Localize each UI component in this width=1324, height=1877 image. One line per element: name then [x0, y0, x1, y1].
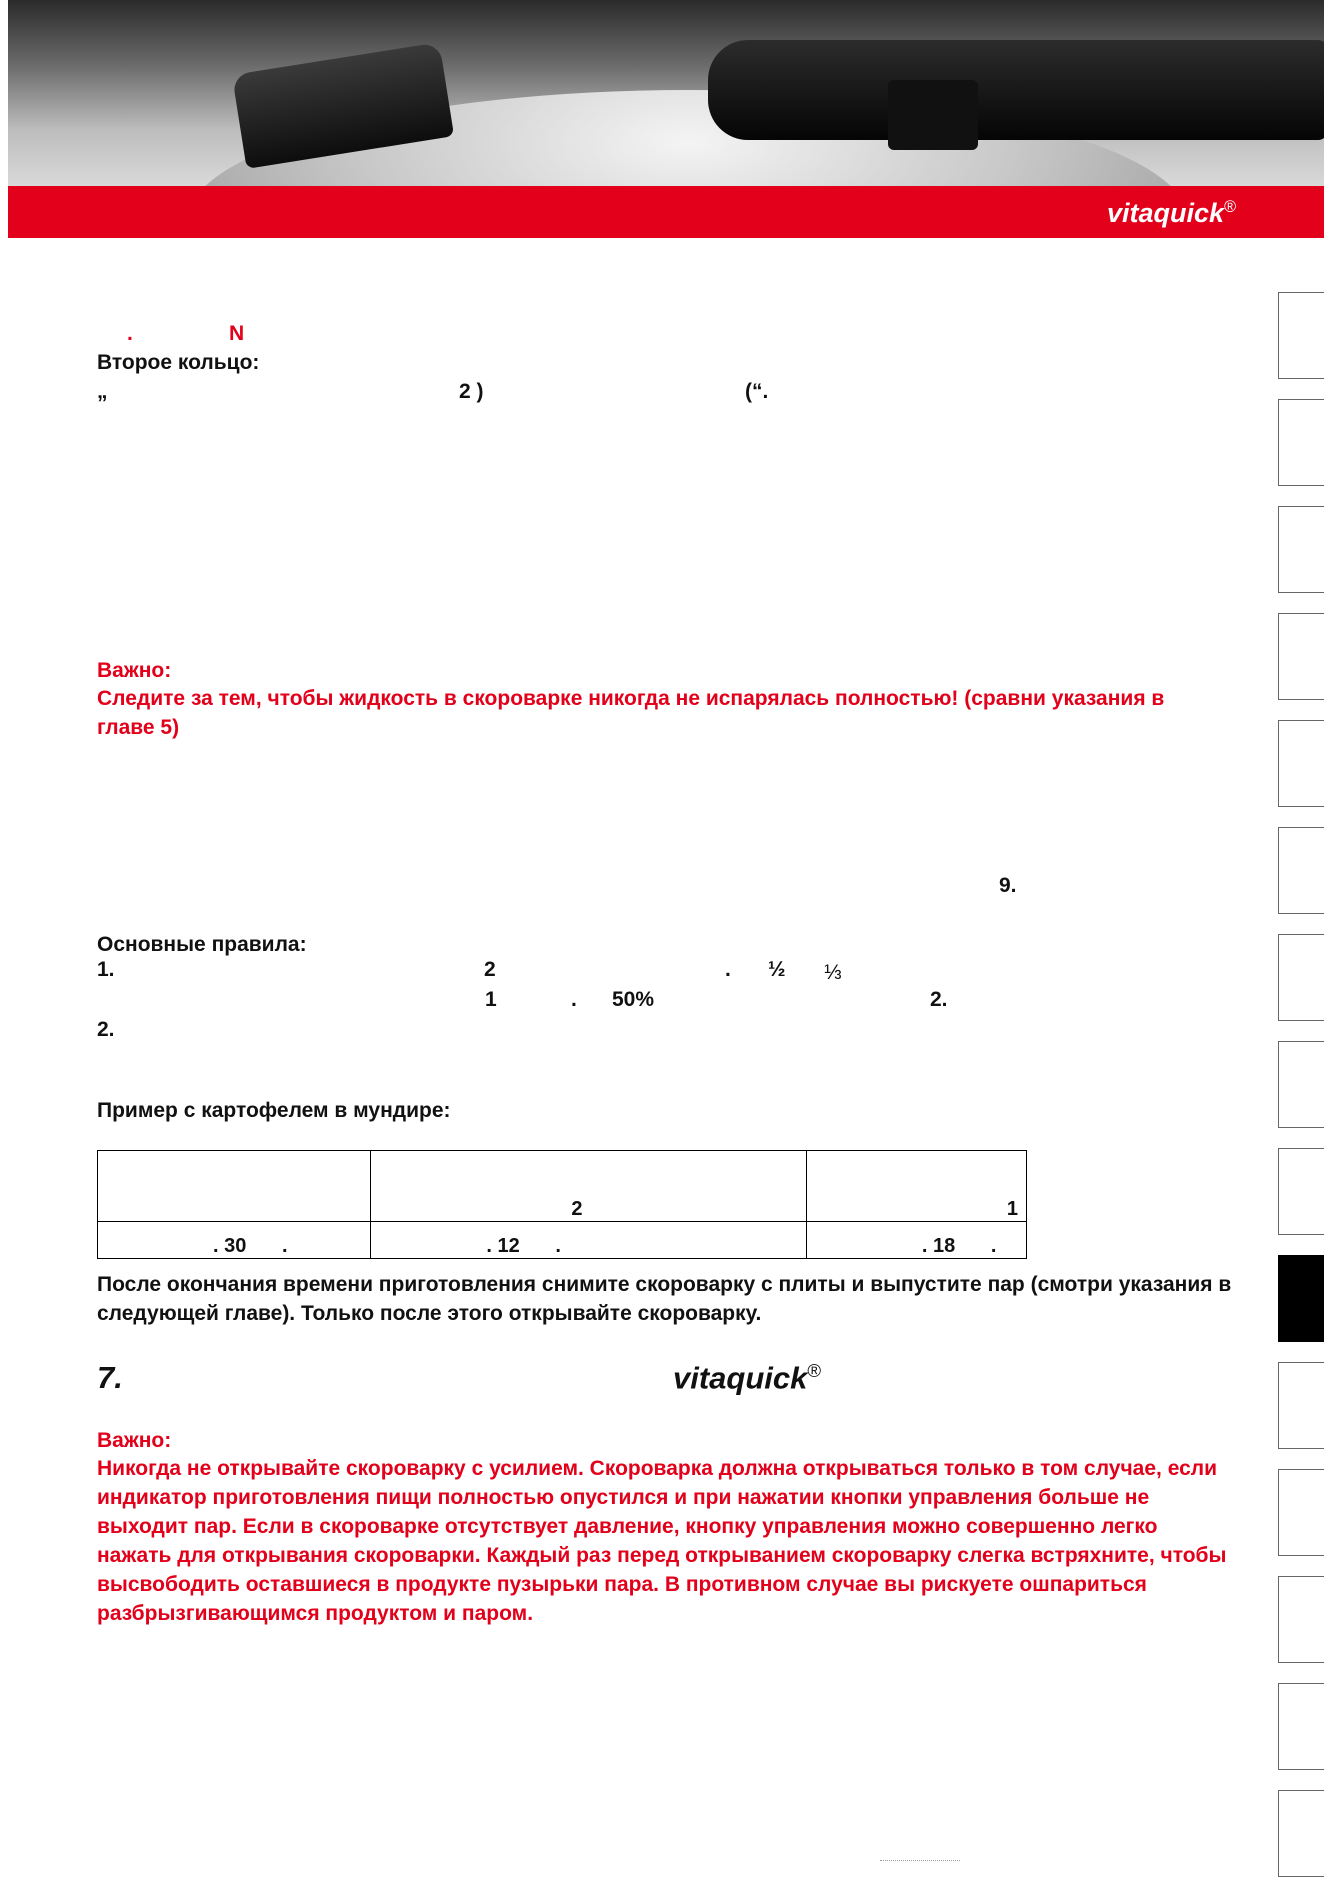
section-brand-text: vitaquick	[673, 1360, 808, 1396]
cooking-time-table	[97, 1150, 1027, 1259]
chapter-tab[interactable]	[1278, 934, 1324, 1021]
pot-handle-knob-image	[888, 80, 978, 150]
table-header-cell: 1	[806, 1151, 1026, 1222]
fragment-mark: (“.	[745, 380, 769, 403]
footer-divider	[880, 1860, 960, 1867]
rule-number: 2.	[97, 1018, 115, 1041]
fragment-mark: .	[127, 322, 133, 345]
fragment-mark: ⅓	[824, 961, 842, 984]
header-photo	[8, 0, 1324, 186]
fragment-mark: 2.	[930, 988, 948, 1011]
important-title-2: Важно:	[97, 1429, 172, 1452]
chapter-tab[interactable]	[1278, 292, 1324, 379]
chapter-tab[interactable]	[1278, 1790, 1324, 1877]
chapter-tab[interactable]	[1278, 506, 1324, 593]
fragment-mark: N	[229, 322, 245, 345]
table-header-cell	[98, 1151, 371, 1222]
fragment-mark: 1	[485, 988, 497, 1011]
header-brand	[1107, 198, 1236, 229]
cell-suffix: .	[990, 1235, 997, 1257]
header-brand-mark: ®	[1224, 198, 1236, 216]
cell-value: 30	[224, 1235, 247, 1257]
cell-prefix: .	[486, 1235, 492, 1257]
table-cell	[806, 1222, 1026, 1259]
table-cell	[98, 1222, 371, 1259]
example-title: Пример с картофелем в мундире:	[97, 1099, 451, 1122]
fragment-mark: ½	[768, 958, 786, 981]
cell-value: 18	[933, 1235, 956, 1257]
table-header-row	[98, 1151, 1027, 1222]
cell-suffix: .	[555, 1235, 561, 1257]
header-brand-text: vitaquick	[1107, 198, 1225, 228]
section-brand	[673, 1360, 821, 1396]
chapter-tab[interactable]	[1278, 1469, 1324, 1556]
fragment-mark: 2	[484, 958, 496, 981]
section-brand-mark: ®	[807, 1360, 822, 1381]
pot-handle-right-image	[708, 40, 1324, 140]
fragment-mark: .	[571, 988, 577, 1011]
cell-prefix: .	[921, 1235, 928, 1257]
important-text-2: Никогда не открывайте скороварку с усилием. Скороварка должна открываться только в том случае, если индикатор приготовления пищи полностью опустился и при нажатии кнопки управления больше не выходит пар. Если в скороварке отсутствует давление, кнопку управления можно совершенно легко нажать для открывания скороварки. Каждый раз перед открыванием скороварку слегка встряхните, чтобы высвободить оставшиеся в продукте пузырьки пара. В противном случае вы рискуете ошпариться разбрызгивающимся продуктом и паром.	[97, 1457, 1227, 1625]
table-cell	[371, 1222, 806, 1259]
chapter-tab[interactable]	[1278, 399, 1324, 486]
chapter-tab[interactable]	[1278, 1576, 1324, 1663]
cell-prefix: .	[213, 1235, 219, 1257]
chapter-tab[interactable]	[1278, 827, 1324, 914]
table-header-cell: 2	[371, 1151, 806, 1222]
fragment-mark: 9.	[999, 874, 1017, 897]
second-ring-title: Второе кольцо:	[97, 351, 260, 374]
rules-title: Основные правила:	[97, 933, 307, 956]
important-text-1: Следите за тем, чтобы жидкость в скороварке никогда не испарялась полностью! (сравни указания в главе 5)	[97, 687, 1165, 739]
chapter-tab-active[interactable]	[1278, 1255, 1324, 1342]
chapter-tab[interactable]	[1278, 1683, 1324, 1770]
fragment-mark: .	[725, 958, 731, 981]
cell-value: 12	[497, 1235, 520, 1257]
fragment-mark: „	[97, 380, 108, 403]
cell-suffix: .	[281, 1235, 288, 1257]
fragment-mark: 2 )	[459, 380, 484, 403]
rule-number: 1.	[97, 958, 115, 981]
chapter-tab[interactable]	[1278, 613, 1324, 700]
section-number: 7.	[97, 1360, 123, 1395]
chapter-tab[interactable]	[1278, 1148, 1324, 1235]
chapter-tab[interactable]	[1278, 1362, 1324, 1449]
chapter-tab[interactable]	[1278, 720, 1324, 807]
chapter-tab[interactable]	[1278, 1041, 1324, 1128]
table-row	[98, 1222, 1027, 1259]
important-title-1: Важно:	[97, 659, 172, 682]
after-cooking-text: После окончания времени приготовления снимите скороварку с плиты и выпустите пар (смотри указания в следующей главе). Только после этого открывайте скороварку.	[97, 1273, 1232, 1325]
fragment-mark: 50%	[612, 988, 655, 1011]
